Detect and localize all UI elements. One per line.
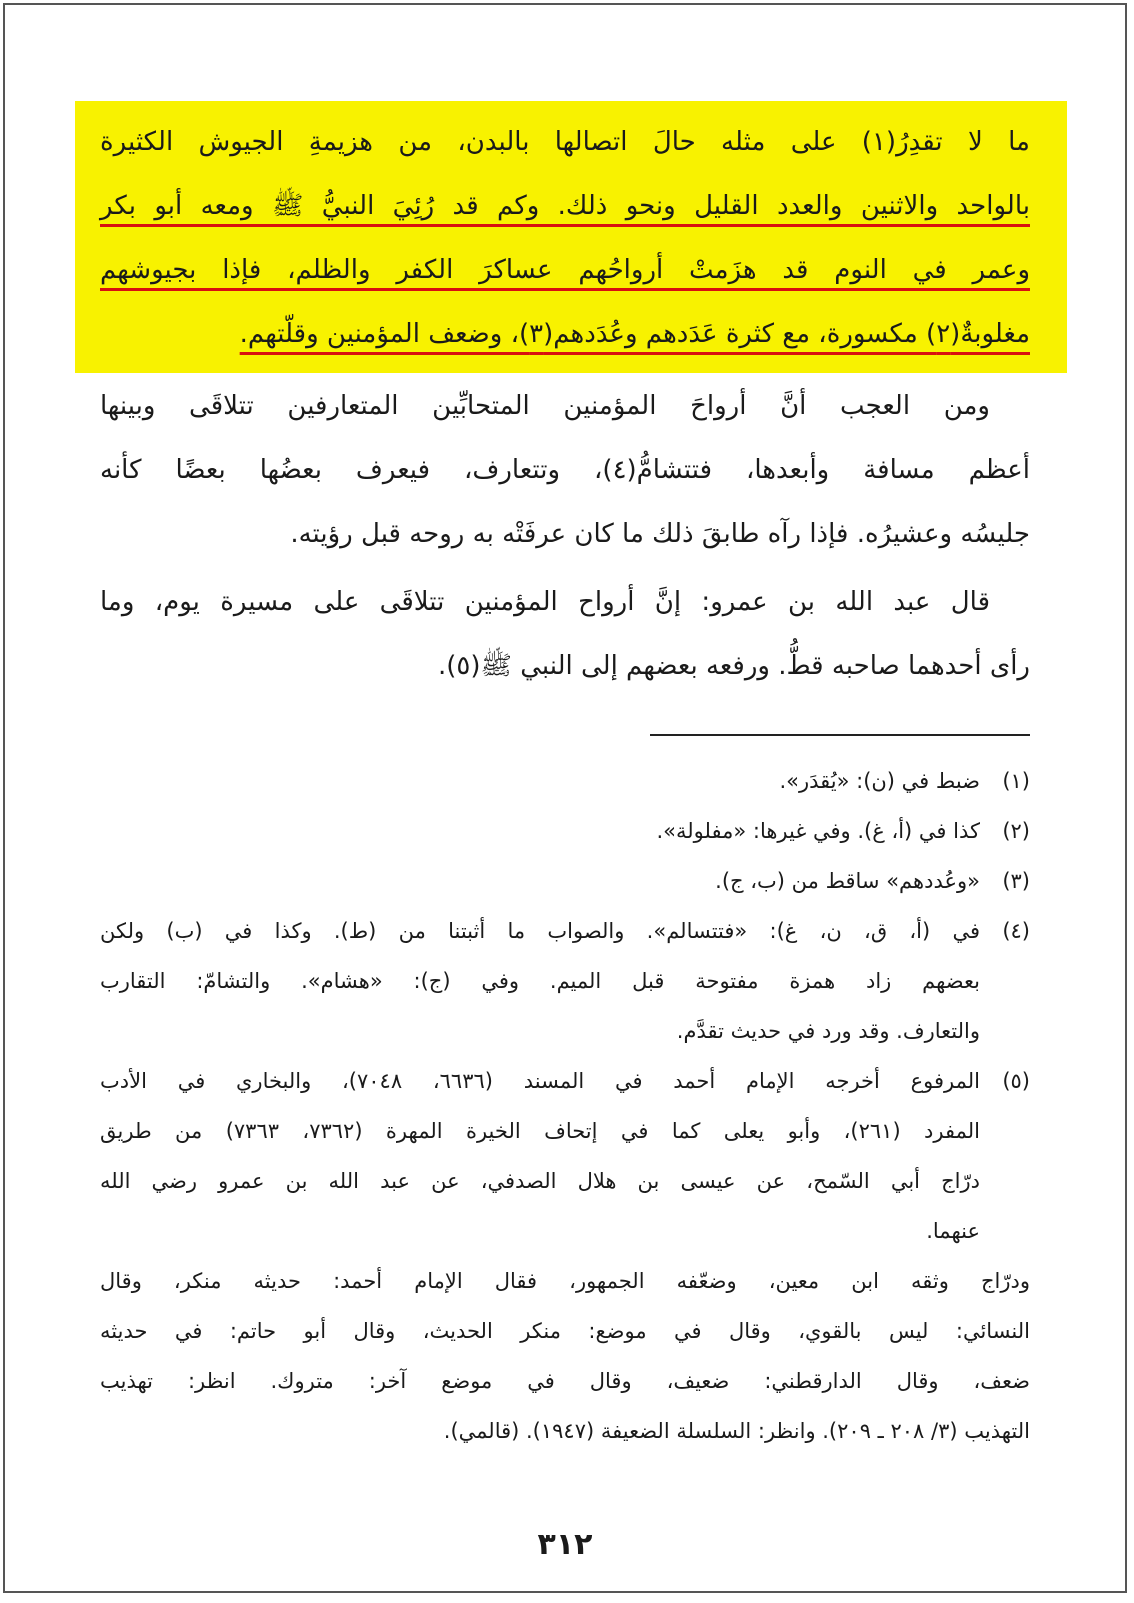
footnote-line: درّاج أبي السّمح، عن عيسى بن هلال الصدفي، عن عبد الله بن عمرو رضي الله [100, 1169, 980, 1193]
footnote-number: (٤) [1002, 919, 1030, 943]
footnote-line: في (أ، ق، ن، غ): «فتتسالم». والصواب ما أثبتنا من (ط). وكذا في (ب) ولكن [100, 919, 980, 943]
text-line: ما لا تقدِرُ(١) على مثله حالَ اتصالها بالبدن، من هزيمةِ الجيوش الكثيرة [100, 127, 1030, 157]
footnote-line: ودرّاج وثقه ابن معين، وضعّفه الجمهور، فقال الإمام أحمد: حديثه منكر، وقال [100, 1269, 1030, 1293]
underlined-text: بالواحد والاثنين والعدد القليل ونحو ذلك. وكم قد رُئِيَ النبيُّ ﷺ ومعه أبو بكر [100, 191, 1030, 221]
paragraph [100, 570, 1030, 698]
page-content [100, 110, 1030, 1456]
text-line: أعظم مسافة وأبعدها، فتتشامُّ(٤)، وتتعارف، فيعرف بعضُها بعضًا كأنه [100, 455, 1030, 485]
text-line: رأى أحدهما صاحبه قطُّ. ورفعه بعضهم إلى النبي ﷺ(٥). [438, 651, 1030, 681]
footnote-line: التهذيب (٣/ ٢٠٨ ـ ٢٠٩). وانظر: السلسلة الضعيفة (١٩٤٧). (قالمي). [443, 1419, 1030, 1443]
footnote [100, 756, 1030, 806]
footnote-line: المفرد (٢٦١)، وأبو يعلى كما في إتحاف الخيرة المهرة (٧٣٦٢، ٧٣٦٣) من طريق [100, 1119, 980, 1143]
footnote-line: النسائي: ليس بالقوي، وقال في موضع: منكر الحديث، وقال أبو حاتم: في حديثه [100, 1319, 1030, 1343]
footnote-number: (٣) [1002, 869, 1030, 893]
footnote-number: (٢) [1002, 819, 1030, 843]
footnote-line: بعضهم زاد همزة مفتوحة قبل الميم. وفي (ج): «هشام». والتشامّ: التقارب [100, 969, 980, 993]
footnote-line: «وعُددهم» ساقط من (ب، ج). [715, 869, 980, 893]
book-page [3, 3, 1127, 1593]
underlined-text: وعمر في النوم قد هزَمتْ أرواحُهم عساكرَ الكفر والظلم، فإذا بجيوشهم [100, 255, 1030, 285]
footnote-line: ضعف، وقال الدارقطني: ضعيف، وقال في موضع آخر: متروك. انظر: تهذيب [100, 1369, 1030, 1393]
footnote-line: المرفوع أخرجه الإمام أحمد في المسند (٦٦٣٦، ٧٠٤٨)، والبخاري في الأدب [100, 1069, 981, 1093]
footnote [100, 1056, 1030, 1256]
footnote-number: (٥) [1002, 1069, 1030, 1093]
footnote [100, 806, 1030, 856]
footnote-continuation [100, 1256, 1030, 1456]
footnote-number: (١) [1002, 769, 1030, 793]
paragraph [100, 374, 1030, 566]
footnote-line: والتعارف. وقد ورد في حديث تقدَّم. [676, 1019, 980, 1043]
footnote [100, 856, 1030, 906]
underlined-text: مغلوبةٌ(٢) مكسورة، مع كثرة عَدَدهم وعُدَدهم(٣)، وضعف المؤمنين وقلّتهم. [239, 319, 1030, 349]
page-number: ٣١٢ [537, 1527, 593, 1562]
text-line [100, 174, 1030, 238]
text-line: ومن العجب أنَّ أرواحَ المؤمنين المتحابِّين المتعارفين تتلاقَى وبينها [100, 391, 990, 421]
highlighted-block [100, 110, 1030, 366]
footnote-line: عنهما. [926, 1219, 980, 1243]
footnote-separator [650, 734, 1030, 736]
footnote-line: كذا في (أ، غ). وفي غيرها: «مفلولة». [656, 819, 980, 843]
footnote-line: ضبط في (ن): «يُقدَر». [779, 769, 980, 793]
text-line [100, 238, 1030, 302]
text-line: قال عبد الله بن عمرو: إنَّ أرواح المؤمنين تتلاقَى على مسيرة يوم، وما [100, 587, 990, 617]
text-line: جليسُه وعشيرُه. فإذا رآه طابقَ ذلك ما كان عرفَتْه به روحه قبل رؤيته. [290, 519, 1030, 549]
footnotes [100, 756, 1030, 1456]
text-line [100, 302, 1030, 366]
footnote [100, 906, 1030, 1056]
